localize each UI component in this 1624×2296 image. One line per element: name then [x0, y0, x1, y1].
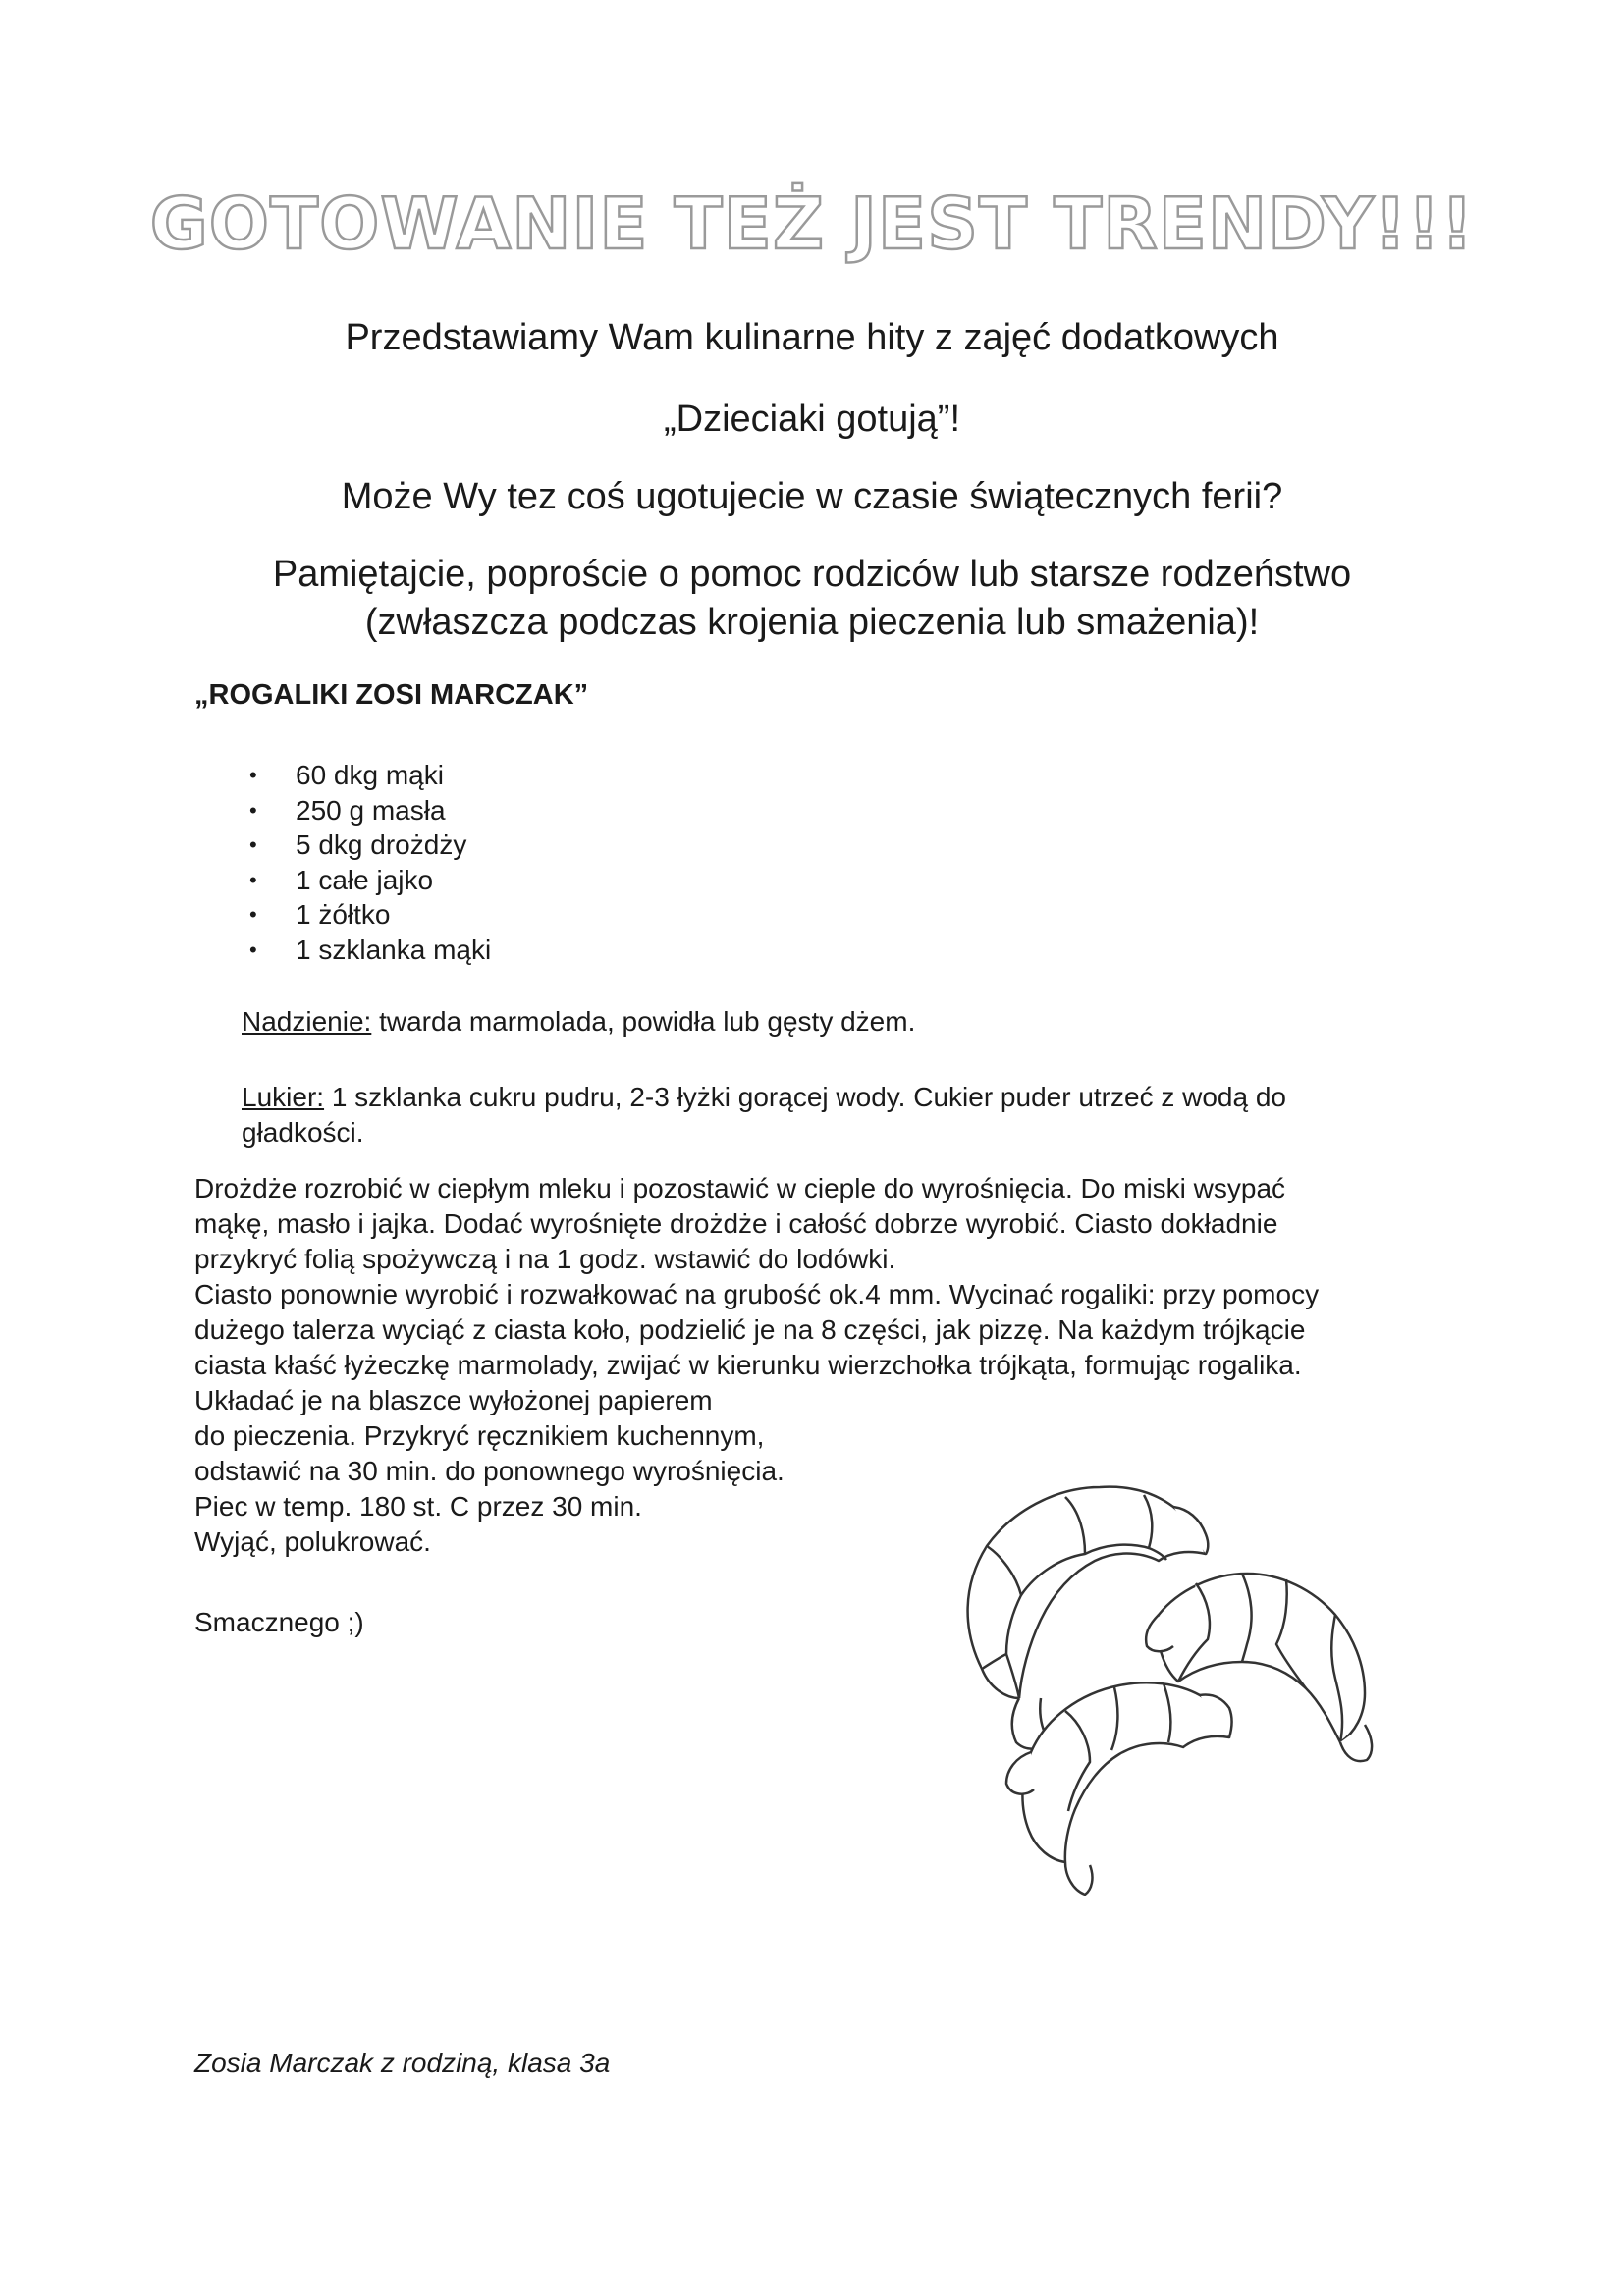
ingredient-text: 5 dkg drożdży — [296, 829, 467, 860]
method-line: odstawić na 30 min. do ponownego wyrośnięcia. — [194, 1456, 785, 1486]
method-line: Piec w temp. 180 st. C przez 30 min. — [194, 1491, 642, 1522]
intro-line-5: (zwłaszcza podczas krojenia pieczenia lub smażenia)! — [364, 602, 1260, 643]
intro-line-2: „Dzieciaki gotują”! — [664, 399, 960, 440]
closing-text: Smacznego ;) — [194, 1607, 364, 1637]
croissants-illustration-icon — [943, 1458, 1404, 1909]
bullet-icon: • — [249, 797, 257, 823]
method-line: Układać je na blaszce wyłożonej papierem — [194, 1385, 713, 1415]
method-line: Drożdże rozrobić w ciepłym mleku i pozostawić w cieple do wyrośnięcia. Do miski wsypać — [194, 1173, 1286, 1203]
bullet-icon: • — [249, 763, 257, 787]
icing-text-continued: gładkości. — [242, 1116, 364, 1148]
method-line: ciasta kłaść łyżeczkę marmolady, zwijać w kierunku wierzchołka trójkąta, formując rogalika. — [194, 1350, 1302, 1380]
ingredient-item — [242, 758, 491, 793]
ingredient-item — [242, 933, 491, 968]
method-line: mąkę, masło i jajka. Dodać wyrośnięte drożdże i całość dobrze wyrobić. Ciasto dokładnie — [194, 1208, 1278, 1239]
icing-label: Lukier: — [242, 1082, 325, 1112]
bullet-icon: • — [249, 936, 257, 962]
icing-text: 1 szklanka cukru pudru, 2-3 łyżki gorącej wody. Cukier puder utrzeć z wodą do — [324, 1082, 1286, 1112]
method-line: Wyjąć, polukrować. — [194, 1526, 431, 1557]
icing-note — [242, 1080, 1286, 1149]
ingredients-list — [242, 758, 491, 967]
page-title: GOTOWANIE TEŻ JEST TRENDY!!! — [149, 183, 1475, 265]
author-signature: Zosia Marczak z rodziną, klasa 3a — [194, 2048, 611, 2078]
ingredient-text: 250 g masła — [296, 794, 446, 826]
bullet-icon: • — [249, 902, 257, 927]
ingredient-text: 1 szklanka mąki — [296, 934, 492, 965]
ingredient-item — [242, 793, 491, 828]
method-line: do pieczenia. Przykryć ręcznikiem kuchennym, — [194, 1420, 765, 1451]
method-line: Ciasto ponownie wyrobić i rozwałkować na grubość ok.4 mm. Wycinać rogaliki: przy pomocy — [194, 1279, 1320, 1309]
filling-note — [242, 1004, 915, 1040]
method-line: dużego talerza wyciąć z ciasta koło, podzielić je na 8 części, jak pizzę. Na każdym trójkącie — [194, 1314, 1306, 1345]
bullet-icon: • — [249, 832, 257, 857]
recipe-title: „ROGALIKI ZOSI MARCZAK” — [194, 679, 589, 711]
ingredient-text: 60 dkg mąki — [296, 760, 444, 790]
ingredient-item — [242, 863, 491, 898]
intro-line-4: Pamiętajcie, poproście o pomoc rodziców lub starsze rodzeństwo — [272, 554, 1352, 595]
ingredient-text: 1 żółtko — [296, 899, 391, 930]
filling-text: twarda marmolada, powidła lub gęsty dżem. — [371, 1006, 916, 1037]
filling-label: Nadzienie: — [242, 1006, 372, 1037]
method-line: przykryć folią spożywczą i na 1 godz. wstawić do lodówki. — [194, 1244, 896, 1274]
bullet-icon: • — [249, 867, 257, 892]
ingredient-text: 1 całe jajko — [296, 864, 434, 895]
ingredient-item — [242, 828, 491, 863]
intro-line-1: Przedstawiamy Wam kulinarne hity z zajęć dodatkowych — [345, 317, 1279, 358]
intro-line-3: Może Wy tez coś ugotujecie w czasie świątecznych ferii? — [341, 476, 1283, 517]
ingredient-item — [242, 897, 491, 933]
